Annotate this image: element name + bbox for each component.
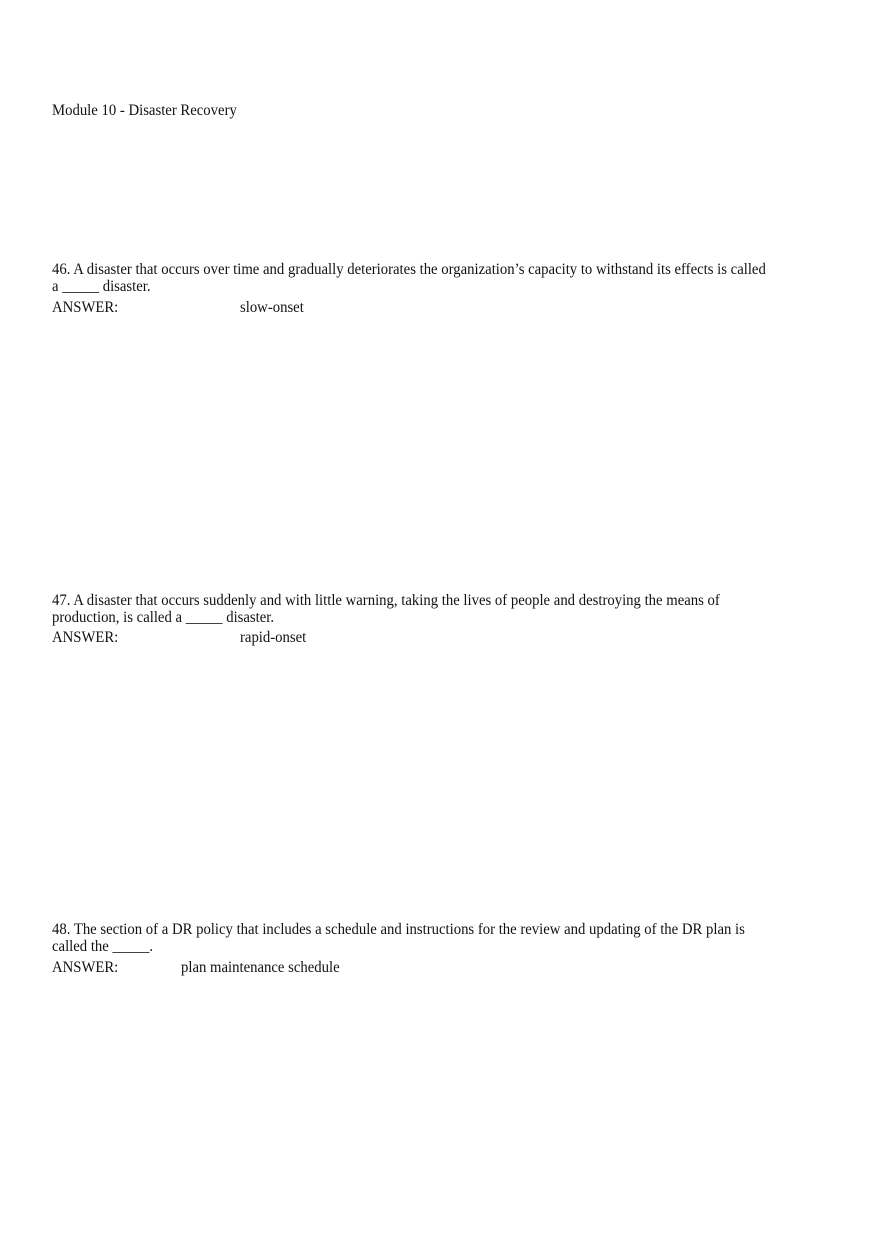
answer-label: ANSWER: [52,629,119,646]
answer-label: ANSWER: [52,299,119,316]
question-text: a _____ disaster. [52,278,151,295]
question-text: 47. A disaster that occurs suddenly and with little warning, taking the lives of people and destroying the means of [52,592,720,609]
answer-value: slow-onset [240,299,304,316]
question-text: 46. A disaster that occurs over time and gradually deteriorates the organization’s capacity to withstand its effects is called [52,261,766,278]
answer-value: plan maintenance schedule [181,959,340,976]
answer-value: rapid-onset [240,629,307,646]
module-title: Module 10 - Disaster Recovery [52,102,237,119]
question-text: production, is called a _____ disaster. [52,609,275,626]
question-text: called the _____. [52,938,154,955]
question-text: 48. The section of a DR policy that includes a schedule and instructions for the review and updating of the DR plan is [52,921,745,938]
answer-label: ANSWER: [52,959,119,976]
